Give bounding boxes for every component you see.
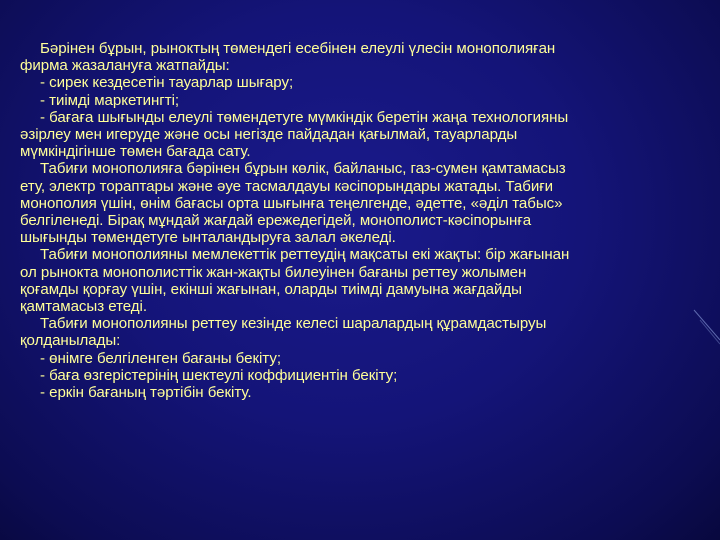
text-line: Бәрінен бұрын, рыноктың төмендегі есебінен елеулі үлесін монополияған [40, 40, 556, 57]
text-line: фирма жазалануға жатпайды: [20, 57, 230, 75]
bullet-item: - еркін бағаның тәртібін бекіту. [40, 384, 252, 402]
text-line: шығынды төмендетуге ынталандыруға залал әкеледі. [20, 229, 396, 247]
text-line: Табиғи монополияны мемлекеттік реттеудің мақсаты екі жақты: бір жағынан [40, 246, 570, 264]
decorative-corner-line [690, 300, 720, 360]
text-line: қолданылады: [20, 332, 121, 350]
text-line: әзірлеу мен игеруде және осы негізде пайдадан қағылмай, тауарларды [20, 126, 518, 144]
text-line: қоғамды қорғау үшін, екінші жағынан, оларды тиімді дамуына жағдайды [20, 280, 522, 298]
bullet-item: - өнімге белгіленген бағаны бекіту; [40, 349, 281, 367]
bullet-item: - баға өзгерістерінің шектеулі коффициентін бекіту; [40, 366, 398, 384]
text-line: қамтамасыз етеді. [20, 298, 147, 316]
text-line: мүмкіндігінше төмен бағада сату. [20, 143, 251, 161]
bullet-item: - сирек кездесетін тауарлар шығару; [40, 74, 294, 92]
text-line: ол рынокта монополисттік жан-жақты билеуінен бағаны реттеу жолымен [20, 263, 527, 281]
bullet-item: - бағаға шығынды елеулі төмендетуге мүмкіндік беретін жаңа технологияны [40, 108, 569, 126]
bullet-item: - тиімді маркетингті; [40, 91, 180, 109]
text-line: ету, электр торaптары және әуе тасмалдауы кәсіпорындары жатады. Табиғи [20, 177, 554, 195]
text-line: Табиғи монополияны реттеу кезінде келесі шаралардың құрамдастыруы [40, 315, 547, 333]
text-line: белгіленеді. Бірақ мұндай жағдай ережедегідей, монополист-кәсіпорынға [20, 212, 532, 230]
slide-text-body [20, 40, 710, 401]
text-line: Табиғи монополияға бәрінен бұрын көлік, байланыс, газ-сумен қамтамасыз [40, 160, 566, 178]
text-line: монополия үшін, өнім бағасы орта шығынға теңелгенде, әдетте, «әділ табыс» [20, 194, 563, 212]
